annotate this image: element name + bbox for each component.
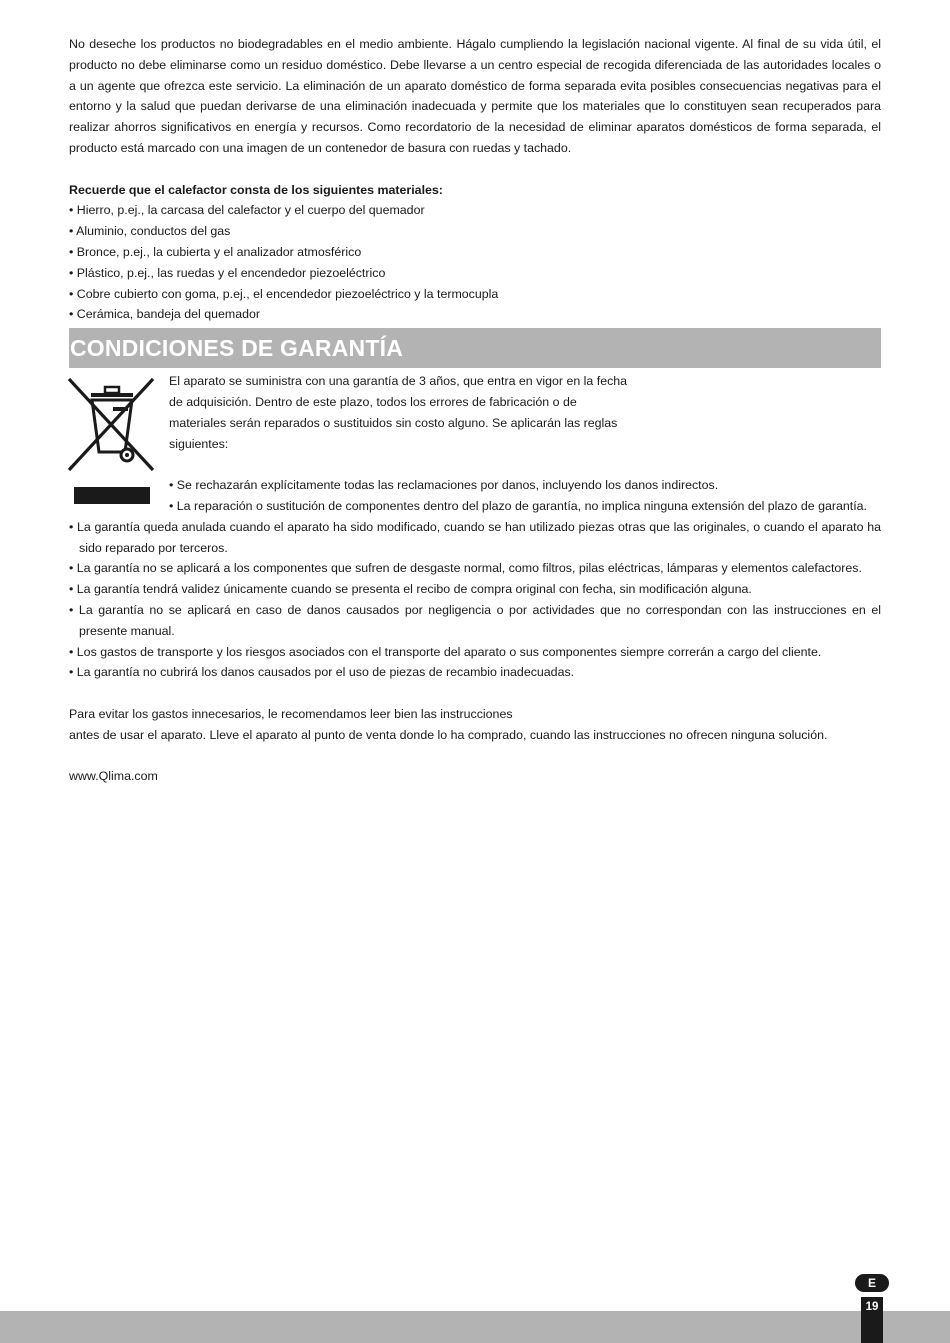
list-item: • La garantía no se aplicará en caso de danos causados por negligencia o por actividades que no correspondan con las instrucciones en el presente manual. <box>69 602 881 638</box>
warranty-intro-block <box>69 371 881 517</box>
page-content <box>69 34 881 787</box>
list-item: • La garantía no cubrirá los danos causados por el uso de piezas de recambio inadecuadas. <box>69 665 575 680</box>
list-item: • Aluminio, conductos del gas <box>69 224 231 239</box>
list-item: • Cerámica, bandeja del quemador <box>69 307 260 322</box>
advice-line-1: Para evitar los gastos innecesarios, le recomendamos leer bien las instrucciones <box>69 706 513 721</box>
list-item: • Se rechazarán explícitamente todas las reclamaciones por danos, incluyendo los danos indirectos. <box>169 478 719 493</box>
language-badge: E <box>855 1274 889 1292</box>
warranty-section-header <box>69 328 881 368</box>
advice-line-2: antes de usar el aparato. Lleve el aparato al punto de venta donde lo ha comprado, cuando las instrucciones no ofrecen ninguna solución. <box>69 727 828 742</box>
section-title: CONDICIONES DE GARANTÍA <box>70 334 404 361</box>
footer-bar <box>0 1311 950 1343</box>
warranty-intro: El aparato se suministra con una garantía de 3 años, que entra en vigor en la fecha de adquisición. Dentro de este plazo, todos los errores de fabricación o de materiales serán reparados o sustituidos sin costo alguno. Se aplicarán las reglas siguientes: <box>169 374 628 451</box>
materials-heading: Recuerde que el calefactor consta de los siguientes materiales: <box>69 182 443 197</box>
list-item: • La garantía queda anulada cuando el aparato ha sido modificado, cuando se han utilizado piezas otras que las originales, o cuando el aparato ha sido reparado por terceros. <box>69 519 881 555</box>
crossed-out-wheelie-bin-icon <box>67 376 157 504</box>
list-item: • Los gastos de transporte y los riesgos asociados con el transporte del aparato o sus componentes siempre correrán a cargo del cliente. <box>69 644 822 659</box>
page-number-badge <box>861 1297 883 1343</box>
page-number: 19 <box>865 1301 879 1313</box>
list-item: • La garantía no se aplicará a los componentes que sufren de desgaste normal, como filtros, pilas eléctricas, lámparas y elementos calefactores. <box>69 561 862 576</box>
list-item: • Plástico, p.ej., las ruedas y el encendedor piezoeléctrico <box>69 265 386 280</box>
warranty-indented-list <box>169 475 881 517</box>
list-item: • Cobre cubierto con goma, p.ej., el encendedor piezoeléctrico y la termocupla <box>69 286 499 301</box>
materials-list <box>69 200 881 325</box>
list-item: • La reparación o sustitución de componentes dentro del plazo de garantía, no implica ninguna extensión del plazo de garantía. <box>169 498 867 513</box>
list-item: • Bronce, p.ej., la cubierta y el analizador atmosférico <box>69 244 362 259</box>
website-link[interactable]: www.Qlima.com <box>69 769 158 784</box>
list-item: • La garantía tendrá validez únicamente cuando se presenta el recibo de compra original con fecha, sin modificación alguna. <box>69 582 752 597</box>
disposal-paragraph: No deseche los productos no biodegradables en el medio ambiente. Hágalo cumpliendo la legislación nacional vigente. Al final de su vida útil, el producto no debe eliminarse como un residuo doméstico. Debe llevarse a un centro especial de recogida diferenciada de las autoridades locales o a un agente que ofrezca este servicio. La eliminación de un aparato doméstico de forma separada evita posibles consecuencias negativas para el entorno y la salud que puedan derivarse de una eliminación inadecuada y permite que los materiales que lo constituyen sean recuperados para realizar ahorros significativos en energía y recursos. Como recordatorio de la necesidad de eliminar aparatos domésticos de forma separada, el producto está marcado con una imagen de un contenedor de basura con ruedas y tachado. <box>69 37 881 155</box>
list-item: • Hierro, p.ej., la carcasa del calefactor y el cuerpo del quemador <box>69 203 425 218</box>
warranty-list <box>69 517 881 683</box>
